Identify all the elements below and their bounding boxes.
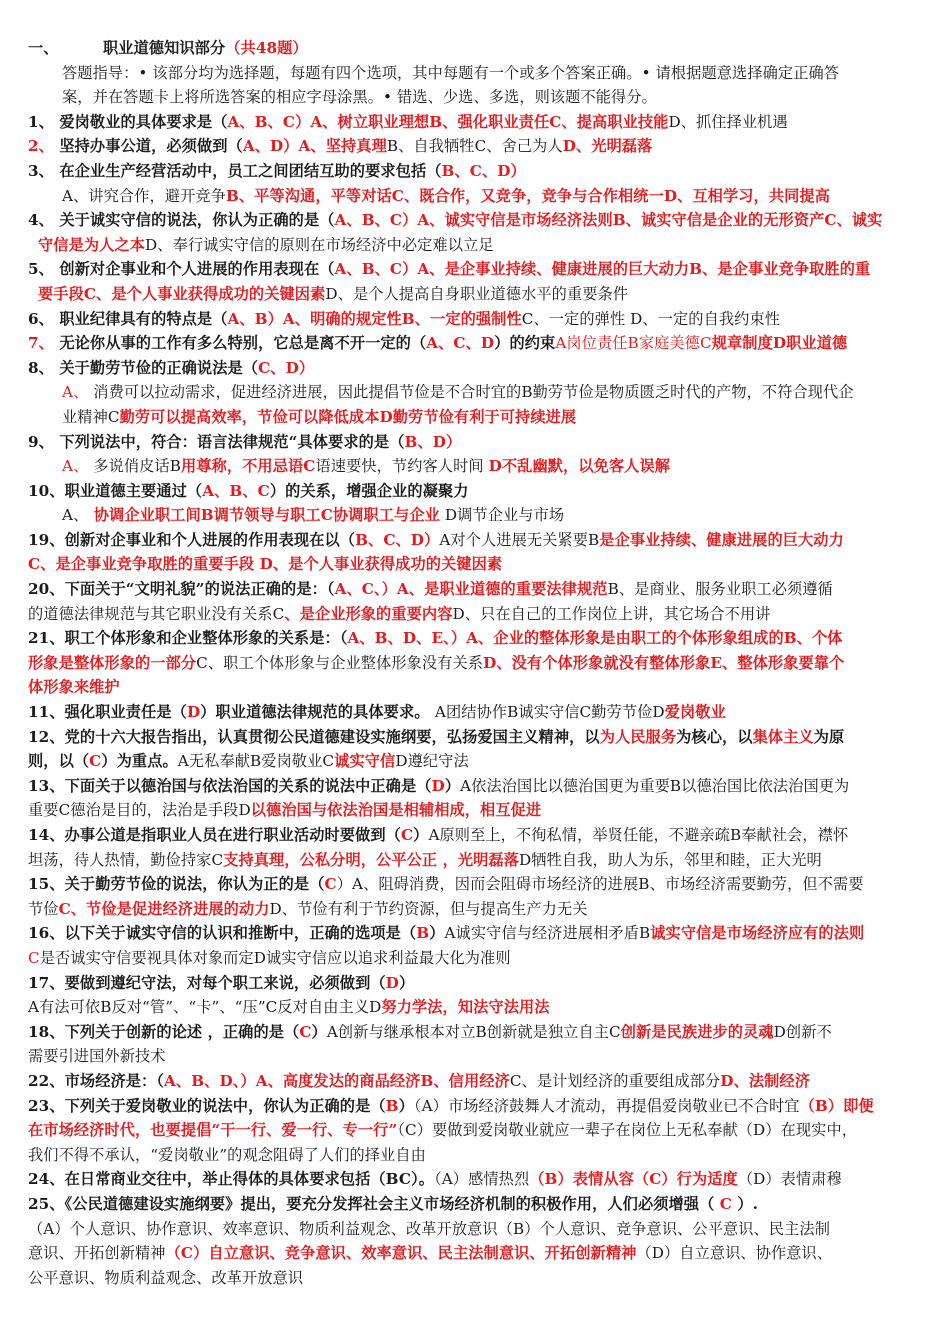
text-run-q7-b: A、C、D [426, 334, 495, 353]
text-run-q9o-d: 语速要快，节约客人时间 [315, 457, 489, 476]
text-run-q10o-b: 协调企业职工间B调节领导与职工C协调职工与企业 [88, 506, 440, 525]
section-count: （共48题） [225, 39, 308, 57]
question-24 [28, 1167, 926, 1192]
text-run-q10-b: A、B、C [202, 481, 270, 500]
text-run-q22-a: 22、市场经济是：（ [28, 1071, 165, 1090]
text-run-q6-a: 6、 职业纪律具有的特点是（ [28, 309, 228, 328]
text-run-q18-f: D创新不 [773, 1022, 832, 1041]
guide-line-2: 案，并在答题卡上将所选答案的相应字母涂黑。• 错选、少选、多选，则该题不能得分。 [62, 88, 657, 107]
text-run-q22-d: D、法制经济 [720, 1071, 811, 1090]
text-run-q9-b: B、D） [404, 432, 462, 451]
text-run-q21-b: A、B、D、E、）A、企业的整体形象是由职工的个体形象组成的B、个体 [347, 629, 843, 648]
text-run-q10o-a: A、 [62, 506, 89, 525]
text-run-q18-b: C [299, 1022, 312, 1041]
text-run-q4-c: 守信是为人之本 [38, 235, 146, 254]
text-run-q12-e: 为原 [813, 727, 845, 746]
text-run-q12-k: D遵纪守法 [395, 752, 469, 771]
text-run-q23-a: 23、下列关于爱岗敬业的说法中，你认为正确的是（ [28, 1096, 386, 1115]
text-run-q9o-c: 用尊称，不用忌语C [181, 457, 316, 476]
text-run-q25-f: （C）自立意识、竞争意识、效率意识、民主法制意识、开拓创新精神 [165, 1244, 637, 1263]
question-16 [28, 921, 926, 970]
question-22 [28, 1069, 926, 1094]
text-run-q15-d: 节俭 [28, 899, 59, 918]
text-run-q12-h: ）为重点。 [101, 752, 178, 771]
text-run-q12-f: 则，以（ [28, 752, 90, 771]
text-run-q20-b: A、C、）A、是职业道德的重要法律规范 [334, 580, 608, 599]
text-run-q7-e: 规章制度D职业道德 [711, 334, 848, 353]
text-run-q14-b: C [400, 826, 414, 844]
question-7 [28, 331, 926, 356]
text-run-q21-c: 形象是整体形象的一部分 [28, 653, 197, 672]
text-run-q4-d: D、奉行诚实守信的原则在市场经济中必定难以立足 [145, 235, 494, 254]
text-run-q2-ans: A、D）A、坚持真理 [242, 137, 387, 156]
text-run-q14-a: 14、办事公道是指职业人员在进行职业活动时要做到（ [28, 826, 401, 844]
text-run-q14-c: ） [413, 826, 429, 844]
text-run-q2-a: 坚持办事公道，必须做到（ [53, 137, 243, 156]
text-run-q9o-e: D不乱幽默，以免客人误解 [488, 457, 671, 476]
text-run-q15-a: 15、关于勤劳节俭的说法，你认为正的是（ [28, 875, 325, 894]
text-run-q23-g: （C）要做到爱岗敬业就应一辈子在岗位上无私奉献（D）在现实中， [397, 1121, 858, 1140]
text-run-q7-num: 7、 [28, 334, 54, 353]
text-run-q20-e: 、是企业形象的重要内容 [284, 604, 453, 623]
text-run-q4-a: 4、 关于诚实守信的说法，你认为正确的是（ [28, 211, 335, 230]
question-15 [28, 872, 926, 921]
text-run-q24-b: （A）感情热烈 [434, 1170, 530, 1189]
text-run-q19-e: C、是企事业竞争取胜的重要手段 D、是个人事业获得成功的关键因素 [28, 555, 503, 574]
question-21 [28, 626, 926, 700]
guide-line-1: 答题指导：• 该部分均为选择题，每题有四个选项，其中每题有一个或多个答案正确。• 请根据题意选择确定正确答 [62, 63, 840, 82]
text-run-q2-num: 2、 [28, 137, 54, 156]
text-run-q8o-b: 消费可以拉动需求，促进经济进展，因此提倡节俭是不合时宜的B勤劳节俭是物质匮乏时代的产物，不符合现代企 [88, 383, 854, 402]
text-run-q1-c: D、抓住择业机遇 [668, 112, 788, 131]
text-run-q2-d: D、光明磊落 [562, 137, 653, 156]
question-11 [28, 700, 926, 725]
text-run-q3o-b: B、平等沟通，平等对话C、既合作，又竞争，竞争与合作相统一D、互相学习，共同提高 [225, 186, 830, 205]
text-run-q5-b: A、B、C）A、是企事业持续、健康进展的巨大动力B、是企事业竞争取胜的重 [334, 260, 871, 279]
text-run-q20-d: 的道德法律规范与其它职业没有关系C [28, 604, 285, 623]
text-run-q21-f: 体形象来维护 [28, 678, 120, 697]
question-6 [28, 307, 926, 332]
text-run-q17-d: A有法可依B反对“管”、“卡”、“压”C反对自由主义D [28, 998, 382, 1017]
text-run-q17-c: ） [398, 973, 415, 992]
text-run-q18-c: ） [311, 1022, 327, 1041]
question-17 [28, 971, 926, 1020]
text-run-q5-d: D、是个人提高自身职业道德水平的重要条件 [325, 284, 629, 303]
text-run-q12-d: 集体主义 [752, 727, 814, 746]
text-run-q16-f: C [28, 948, 40, 967]
text-run-q5-c: 要手段C、是个人事业获得成功的关键因素 [38, 284, 326, 303]
text-run-q23-d: （A）市场经济鼓舞人才流动，再提倡爱岗敬业已不合时宜 [413, 1096, 800, 1115]
section-number: 一、 [28, 39, 59, 57]
question-14 [28, 823, 926, 872]
text-run-q8o-c: 业精神C [62, 407, 120, 426]
text-run-q16-b: B [416, 924, 430, 943]
text-run-q2-c: B、自我牺牲C、舍己为人 [386, 137, 563, 156]
text-run-q13-b: D [431, 776, 445, 795]
text-run-q18-e: 创新是民族进步的灵魂 [620, 1022, 774, 1041]
text-run-q15-c: ）A、阻碍消费，因而会阻碍市场经济的进展B、市场经济需要勤劳，但不需要 [336, 875, 864, 894]
text-run-q13-a: 13、下面关于以德治国与依法治国的关系的说法中正确是（ [28, 776, 432, 795]
text-run-q8o-d: 勤劳可以提高效率，节俭可以降低成本D勤劳节俭有利于可持续进展 [119, 407, 577, 426]
text-run-q12-b: 为人民服务 [599, 727, 677, 746]
text-run-q20-c: B、是商业、服务业职工必须遵循 [607, 580, 833, 599]
text-run-q14-e: 坦荡，待人热情，勤俭持家C [28, 850, 224, 869]
text-run-q15-b: C [324, 875, 337, 894]
text-run-q14-g: D牺牲自我，助人为乐，邻里和睦，正大光明 [519, 850, 822, 869]
text-run-q3-a: 3、 在企业生产经营活动中，员工之间团结互助的要求包括（ [28, 161, 442, 180]
text-run-q15-e: C、节俭是促进经济进展的动力 [58, 899, 270, 918]
text-run-q24-d: （D）表情肃穆 [737, 1170, 842, 1189]
text-run-q9o-a: A、 [62, 457, 89, 476]
text-run-q23-f: 在市场经济时代，也要提倡“干一行、爱一行、专一行” [28, 1121, 398, 1140]
text-run-q25-a: 25、《公民道德建设实施纲要》提出，要充分发挥社会主义市场经济机制的积极作用，人们必须增强（ [28, 1194, 720, 1213]
text-run-q22-b: A、B、D、）A、高度发达的商品经济B、信用经济 [164, 1071, 510, 1090]
text-run-q6-c: C、一定的弹性 D、一定的自我约束性 [521, 309, 781, 328]
text-run-q10-a: 10、职业道德主要通过（ [28, 481, 203, 500]
text-run-q25-e: 意识、开拓创新精神 [28, 1244, 166, 1263]
text-run-q19-b: B、C、D） [355, 530, 440, 549]
text-run-q23-c: ） [398, 1096, 414, 1115]
text-run-q6-b: A、B）A、明确的规定性B、一定的强制性 [227, 309, 522, 328]
text-run-q7-d: A岗位责任B家庭美德C [555, 334, 712, 353]
text-run-q16-c: ） [429, 924, 445, 943]
text-run-q19-c: A对个人进展无关紧要B [439, 530, 600, 549]
question-25 [28, 1192, 926, 1290]
question-5 [28, 257, 926, 306]
question-19 [28, 528, 926, 577]
text-run-q16-d: A诚实守信与经济进展相矛盾B [444, 924, 651, 943]
text-run-q23-b: B [385, 1096, 399, 1115]
question-2 [28, 134, 926, 159]
text-run-q16-a: 16、以下关于诚实守信的认识和推断中，正确的选项是（ [28, 924, 417, 943]
text-run-q1-a: 1、 爱岗敬业的具体要求是（ [28, 112, 228, 131]
text-run-q5-a: 5、 创新对企事业和个人进展的作用表现在（ [28, 260, 335, 279]
text-run-q10o-c: D调节企业与市场 [439, 506, 565, 525]
text-run-q1-ans: A、B、C）A、树立职业理想B、强化职业责任C、提高职业技能 [227, 112, 669, 131]
question-13 [28, 774, 926, 823]
text-run-q21-e: D、没有个体形象就没有整体形象E、整体形象要靠个 [483, 653, 845, 672]
text-run-q11-b: D [186, 703, 201, 722]
text-run-q16-e: 诚实守信是市场经济应有的法则 [650, 924, 865, 943]
text-run-q17-e: 努力学法，知法守法用法 [381, 998, 550, 1017]
text-run-q10-c: ）的关系，增强企业的凝聚力 [269, 481, 469, 500]
text-run-q19-a: 19、创新对企事业和个人进展的作用表现在以（ [28, 530, 356, 549]
text-run-q14-d: A原则至上，不徇私情，举贤任能，不避亲疏B奉献社会，襟怀 [428, 826, 849, 844]
text-run-q13-f: 以德治国与依法治国是相辅相成，相互促进 [250, 801, 542, 820]
text-run-q16-g: 是否诚实守信要视具体对象而定D诚实守信应以追求利益最大化为准则 [39, 948, 511, 967]
text-run-q3-ans: B、C、D） [441, 161, 526, 180]
text-run-q8-b: C、D） [258, 358, 315, 377]
question-9-options [28, 454, 926, 479]
question-1 [28, 110, 926, 135]
text-run-q11-d: A团结协作B诚实守信C勤劳节俭D [434, 703, 665, 722]
text-run-q11-a: 11、强化职业责任是（ [28, 703, 187, 722]
section-heading [28, 36, 926, 61]
text-run-q12-i: A无私奉献B爱岗敬业C [177, 752, 335, 771]
text-run-q21-d: C、职工个体形象与企业整体形象没有关系 [196, 653, 484, 672]
text-run-q23-e: （B）即便 [799, 1096, 874, 1115]
text-run-q25-h: 公平意识、物质利益观念、改革开放意识 [28, 1268, 304, 1287]
text-run-q9o-b: 多说俏皮话B [88, 457, 181, 476]
text-run-q18-g: 需要引进国外新技术 [28, 1047, 166, 1066]
question-18 [28, 1020, 926, 1069]
text-run-q11-e: 爱岗敬业 [664, 703, 726, 722]
question-8 [28, 356, 926, 381]
text-run-q7-a: 无论你从事的工作有多么特别，它总是离不开一定的（ [53, 334, 427, 353]
text-run-q18-a: 18、下列关于创新的论述 ，正确的是（ [28, 1022, 300, 1041]
question-10-options [28, 503, 926, 528]
question-10 [28, 479, 926, 504]
text-run-q17-b: D [385, 973, 399, 992]
text-run-q12-g: C [89, 752, 102, 771]
section-title: 职业道德知识部分 [102, 39, 226, 57]
text-run-q19-d: 是企事业持续、健康进展的巨大动力 [599, 530, 844, 549]
text-run-q22-c: C、是计划经济的重要组成部分 [509, 1071, 721, 1090]
question-4 [28, 208, 926, 257]
text-run-q13-e: 重要C德治是目的，法治是手段D [28, 801, 251, 820]
question-3 [28, 159, 926, 184]
text-run-q14-f: 支持真理，公私分明，公平公正 ，光明磊落 [223, 850, 520, 869]
text-run-q15-f: D、节俭有利于节约资源，但与提高生产力无关 [269, 899, 588, 918]
text-run-q3o-a: A、讲究合作，避开竞争 [62, 186, 226, 205]
text-run-q20-a: 20、下面关于“文明礼貌”的说法正确的是：（ [28, 580, 335, 599]
text-run-q25-d: （A）个人意识、协作意识、效率意识、物质利益观念、改革开放意识（B）个人意识、竞争意识、公平意识、民主法制 [28, 1219, 830, 1238]
question-3-options [28, 184, 926, 209]
text-run-q11-c: ）职业道德法律规范的具体要求。 [200, 703, 435, 722]
question-8-options [28, 380, 926, 429]
question-12 [28, 725, 926, 774]
text-run-q13-c: ） [444, 776, 461, 795]
text-run-q18-d: A创新与继承根本对立B创新就是独立自主C [326, 1022, 621, 1041]
text-run-q25-g: （D）自立意识、协作意识、 [636, 1244, 833, 1263]
text-run-q4-b: A、B、C）A、诚实守信是市场经济法则B、诚实守信是企业的无形资产C、诚实 [334, 211, 883, 230]
question-23 [28, 1094, 926, 1168]
text-run-q24-c: （B）表情从容（C）行为适度 [529, 1170, 738, 1189]
text-run-q23-h: 我们不得不承认，“爱岗敬业”的观念阻碍了人们的择业自由 [28, 1145, 426, 1164]
text-run-q8o-a: A、 [62, 383, 89, 402]
text-run-q21-a: 21、职工个体形象和企业整体形象的关系是：（ [28, 629, 348, 648]
text-run-q24-a: 24、在日常商业交往中，举止得体的具体要求包括（BC）。 [28, 1170, 435, 1189]
text-run-q13-d: A依法治国比以德治国更为重要B以德治国比依法治国更为 [460, 776, 850, 795]
text-run-q25-c: ）. [731, 1194, 759, 1213]
text-run-q17-a: 17、要做到遵纪守法，对每个职工来说，必须做到（ [28, 973, 386, 992]
text-run-q12-c: 为核心，以 [676, 727, 753, 746]
text-run-q12-j: 诚实守信 [334, 752, 396, 771]
text-run-q7-c: ）的约束 [494, 334, 556, 353]
question-9 [28, 430, 926, 455]
question-20 [28, 577, 926, 626]
text-run-q8-a: 8、 关于勤劳节俭的正确说法是（ [28, 358, 259, 377]
text-run-q20-f: D、只在自己的工作岗位上讲，其它场合不用讲 [452, 604, 771, 623]
text-run-q9-a: 9、 下列说法中，符合：语言法律规范“具体要求的是（ [28, 432, 405, 451]
text-run-q12-a: 12、党的十六大报告指出，认真贯彻公民道德建设实施纲要，弘扬爱国主义精神，以 [28, 727, 600, 746]
text-run-q25-b: C [719, 1194, 732, 1213]
